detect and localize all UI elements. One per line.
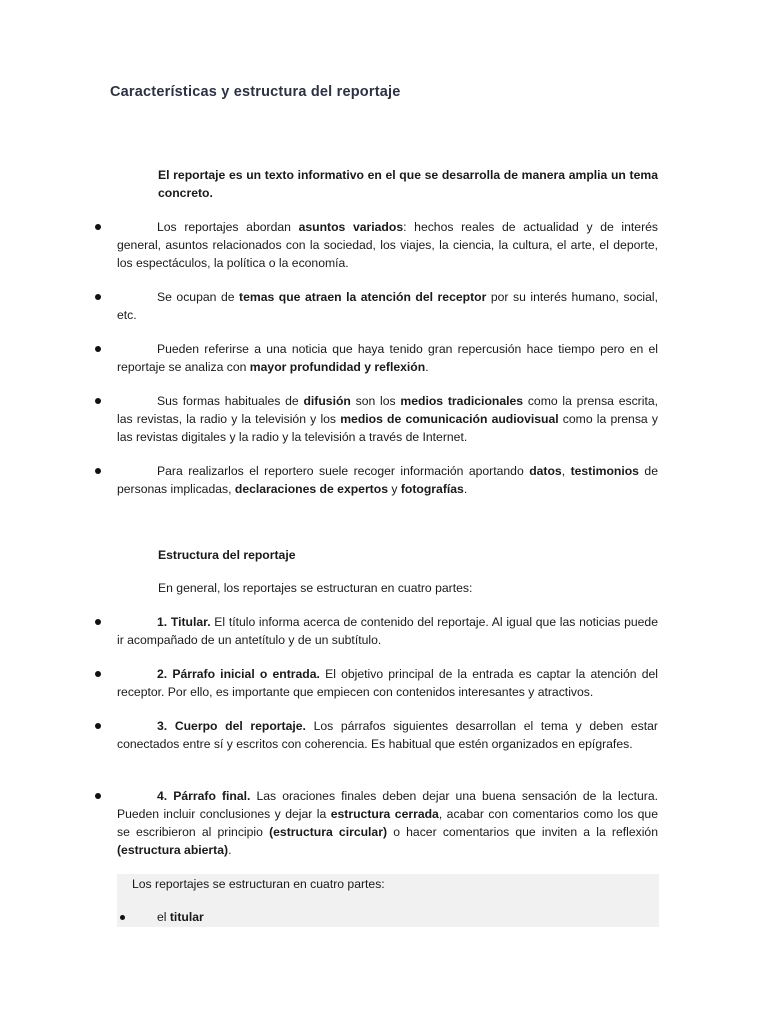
list-item: 4. Párrafo final. Las oraciones finales deben dejar una buena sensación de la lectura. Pueden incluir conclusiones y dejar la estructura cerrada, acabar con comentarios como los que se escribieron al principio (estructura circular) o hacer comentarios que inviten a la reflexión (estructura abierta). (117, 789, 658, 857)
bullet-dot (95, 398, 101, 404)
bullet-dot (95, 468, 101, 474)
summary-box (117, 874, 659, 927)
structure-intro: En general, los reportajes se estructuran en cuatro partes: (158, 581, 473, 595)
bullet-dot (95, 346, 101, 352)
list-item: 1. Titular. El título informa acerca de contenido del reportaje. Al igual que las noticias puede ir acompañado de un antetítulo y de un subtítulo. (117, 615, 658, 647)
summary-box-text: Los reportajes se estructuran en cuatro partes: (132, 877, 385, 891)
bullet-dot (120, 915, 125, 920)
bullet-dot (95, 671, 101, 677)
bullet-dot (95, 619, 101, 625)
bullet-dot (95, 793, 101, 799)
bullet-dot (95, 723, 101, 729)
list-item: 2. Párrafo inicial o entrada. El objetivo principal de la entrada es captar la atención del receptor. Por ello, es importante que empiecen con contenidos interesantes y atractivos. (117, 667, 658, 699)
list-item: Sus formas habituales de difusión son los medios tradicionales como la prensa escrita, las revistas, la radio y la televisión y los medios de comunicación audiovisual como la prensa y las revistas digitales y la radio y la televisión a través de Internet. (117, 394, 658, 444)
list-item: Se ocupan de temas que atraen la atención del receptor por su interés humano, social, etc. (117, 290, 658, 322)
summary-box-item: el titular (157, 910, 204, 924)
list-item: Los reportajes abordan asuntos variados: hechos reales de actualidad y de interés general, asuntos relacionados con la sociedad, los viajes, la ciencia, la cultura, el arte, el deporte, los espectáculos, la política o la economía. (117, 220, 659, 270)
intro-paragraph: El reportaje es un texto informativo en el que se desarrolla de manera amplia un tema concreto. (158, 168, 658, 200)
structure-heading: Estructura del reportaje (158, 548, 296, 562)
list-item: Pueden referirse a una noticia que haya tenido gran repercusión hace tiempo pero en el reportaje se analiza con mayor profundidad y reflexión. (117, 342, 658, 374)
list-item: Para realizarlos el reportero suele recoger información aportando datos, testimonios de personas implicadas, declaraciones de expertos y fotografías. (117, 464, 658, 496)
bullet-dot (95, 294, 101, 300)
page-title: Características y estructura del reportaje (110, 84, 401, 100)
list-item: 3. Cuerpo del reportaje. Los párrafos siguientes desarrollan el tema y deben estar conectados entre sí y escritos con coherencia. Es habitual que estén organizados en epígrafes. (117, 719, 658, 751)
bullet-dot (95, 224, 101, 230)
